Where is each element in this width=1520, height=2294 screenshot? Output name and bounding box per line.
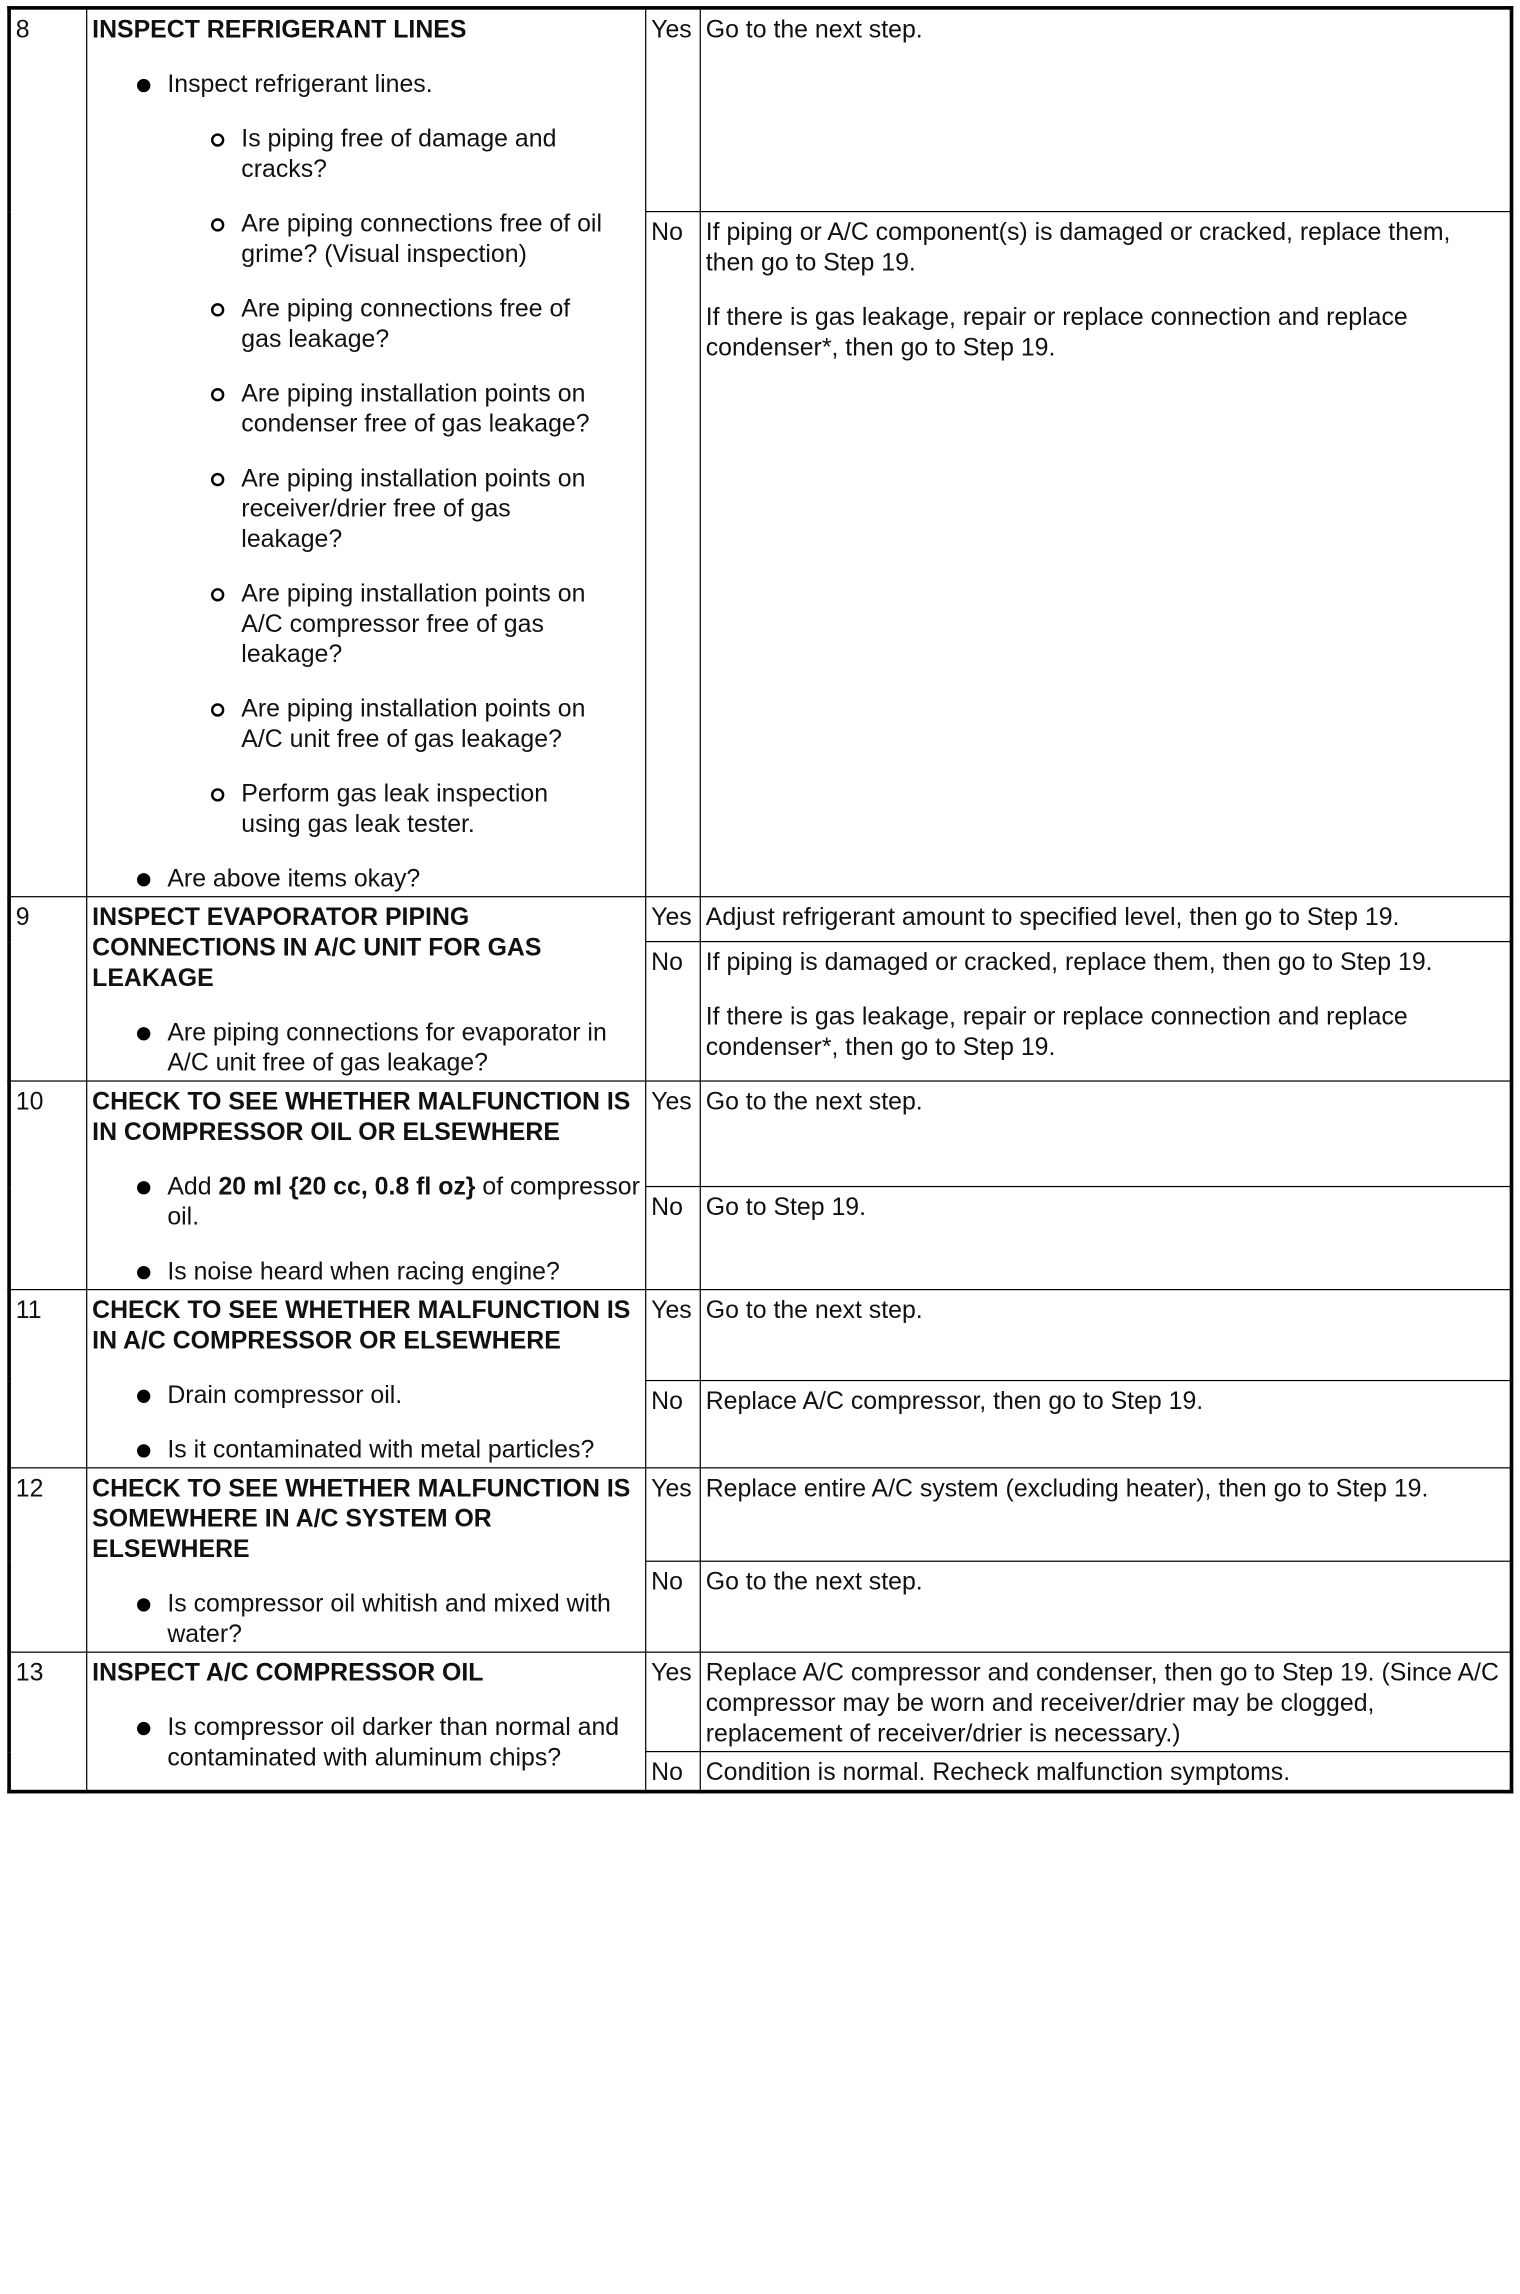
- sub-item: Perform gas leak inspection using gas leak tester.: [92, 778, 640, 839]
- step-number: 11: [9, 1290, 87, 1468]
- step-title: CHECK TO SEE WHETHER MALFUNCTION IS IN COMPRESSOR OIL OR ELSEWHERE: [92, 1087, 631, 1146]
- step-row-10-yes: [9, 1081, 1511, 1186]
- yes-result: Go to the next step.: [700, 1081, 1511, 1186]
- sub-item: Are piping installation points on A/C unit free of gas leakage?: [92, 694, 640, 755]
- result-paragraph: If piping is damaged or cracked, replace them, then go to Step 19.: [705, 948, 1433, 977]
- sub-item: Is piping free of damage and cracks?: [92, 124, 640, 185]
- sub-item: Are piping connections free of oil grime? (Visual inspection): [92, 209, 640, 270]
- troubleshooting-table: [7, 6, 1513, 1793]
- bullet-item: Are above items okay?: [92, 863, 640, 893]
- sub-item: Are piping installation points on A/C compressor free of gas leakage?: [92, 578, 640, 669]
- step-number: 13: [9, 1652, 87, 1791]
- result-paragraph: If there is gas leakage, repair or replace connection and replace condenser*, then go to Step 19.: [705, 303, 1408, 362]
- no-label: No: [646, 1187, 701, 1290]
- bullet-text: of compressor oil.: [167, 1172, 640, 1231]
- no-label: No: [646, 942, 701, 1081]
- no-result: Condition is normal. Recheck malfunction symptoms.: [700, 1752, 1511, 1792]
- yes-label: Yes: [646, 1081, 701, 1186]
- sub-item: Are piping installation points on receiver/drier free of gas leakage?: [92, 463, 640, 554]
- no-label: No: [646, 1381, 701, 1468]
- step-row-13-yes: [9, 1652, 1511, 1751]
- bullet-item: Are piping connections for evaporator in A/C unit free of gas leakage?: [92, 1017, 640, 1078]
- bullet-item: Is compressor oil darker than normal and contaminated with aluminum chips?: [92, 1712, 640, 1773]
- yes-label: Yes: [646, 8, 701, 212]
- result-paragraph: If there is gas leakage, repair or replace connection and replace condenser*, then go to Step 19.: [705, 1002, 1408, 1062]
- step-title: INSPECT REFRIGERANT LINES: [92, 15, 467, 44]
- bullet-item: [92, 1171, 640, 1232]
- yes-result: Replace entire A/C system (excluding heater), then go to Step 19.: [700, 1468, 1511, 1561]
- bullet-item: Is noise heard when racing engine?: [92, 1256, 640, 1286]
- no-label: No: [646, 1752, 701, 1792]
- no-result: Replace A/C compressor, then go to Step 19.: [700, 1381, 1511, 1468]
- step-row-9-yes: [9, 897, 1511, 942]
- yes-label: Yes: [646, 1290, 701, 1381]
- result-paragraph: If piping or A/C component(s) is damaged or cracked, replace them, then go to Step 19.: [705, 218, 1451, 277]
- bullet-item: Inspect refrigerant lines.: [92, 69, 640, 99]
- step-row-12-yes: [9, 1468, 1511, 1561]
- step-row-8-yes: [9, 8, 1511, 212]
- bullet-item: Is compressor oil whitish and mixed with water?: [92, 1589, 640, 1650]
- step-action: [87, 1652, 646, 1791]
- no-result: Go to Step 19.: [700, 1187, 1511, 1290]
- step-action: [87, 1081, 646, 1290]
- yes-label: Yes: [646, 897, 701, 942]
- step-action: [87, 897, 646, 1081]
- step-number: 8: [9, 8, 87, 897]
- oil-amount: 20 ml {20 cc, 0.8 fl oz}: [218, 1172, 476, 1201]
- step-action: [87, 1468, 646, 1652]
- yes-label: Yes: [646, 1652, 701, 1751]
- sub-item: Are piping connections free of gas leakage?: [92, 293, 640, 354]
- step-title: CHECK TO SEE WHETHER MALFUNCTION IS IN A/C COMPRESSOR OR ELSEWHERE: [92, 1296, 631, 1355]
- step-action: [87, 8, 646, 897]
- sub-item: Are piping installation points on condenser free of gas leakage?: [92, 378, 640, 439]
- step-number: 10: [9, 1081, 87, 1290]
- no-result: Go to the next step.: [700, 1561, 1511, 1652]
- no-label: No: [646, 1561, 701, 1652]
- yes-label: Yes: [646, 1468, 701, 1561]
- yes-result: Go to the next step.: [700, 8, 1511, 212]
- bullet-item: Drain compressor oil.: [92, 1380, 640, 1410]
- no-result: [700, 942, 1511, 1081]
- yes-result: Go to the next step.: [700, 1290, 1511, 1381]
- no-result: [700, 212, 1511, 897]
- step-title: INSPECT A/C COMPRESSOR OIL: [92, 1658, 484, 1687]
- step-number: 9: [9, 897, 87, 1081]
- step-title: CHECK TO SEE WHETHER MALFUNCTION IS SOMEWHERE IN A/C SYSTEM OR ELSEWHERE: [92, 1474, 631, 1564]
- step-row-11-yes: [9, 1290, 1511, 1381]
- yes-result: Replace A/C compressor and condenser, then go to Step 19. (Since A/C compressor may be worn and receiver/drier may be clogged, replacement of receiver/drier is necessary.): [700, 1652, 1511, 1751]
- step-action: [87, 1290, 646, 1468]
- step-number: 12: [9, 1468, 87, 1652]
- bullet-item: Is it contaminated with metal particles?: [92, 1435, 640, 1465]
- no-label: No: [646, 212, 701, 897]
- bullet-text: Add: [167, 1172, 219, 1201]
- yes-result: Adjust refrigerant amount to specified level, then go to Step 19.: [700, 897, 1511, 942]
- step-title: INSPECT EVAPORATOR PIPING CONNECTIONS IN A/C UNIT FOR GAS LEAKAGE: [92, 903, 542, 992]
